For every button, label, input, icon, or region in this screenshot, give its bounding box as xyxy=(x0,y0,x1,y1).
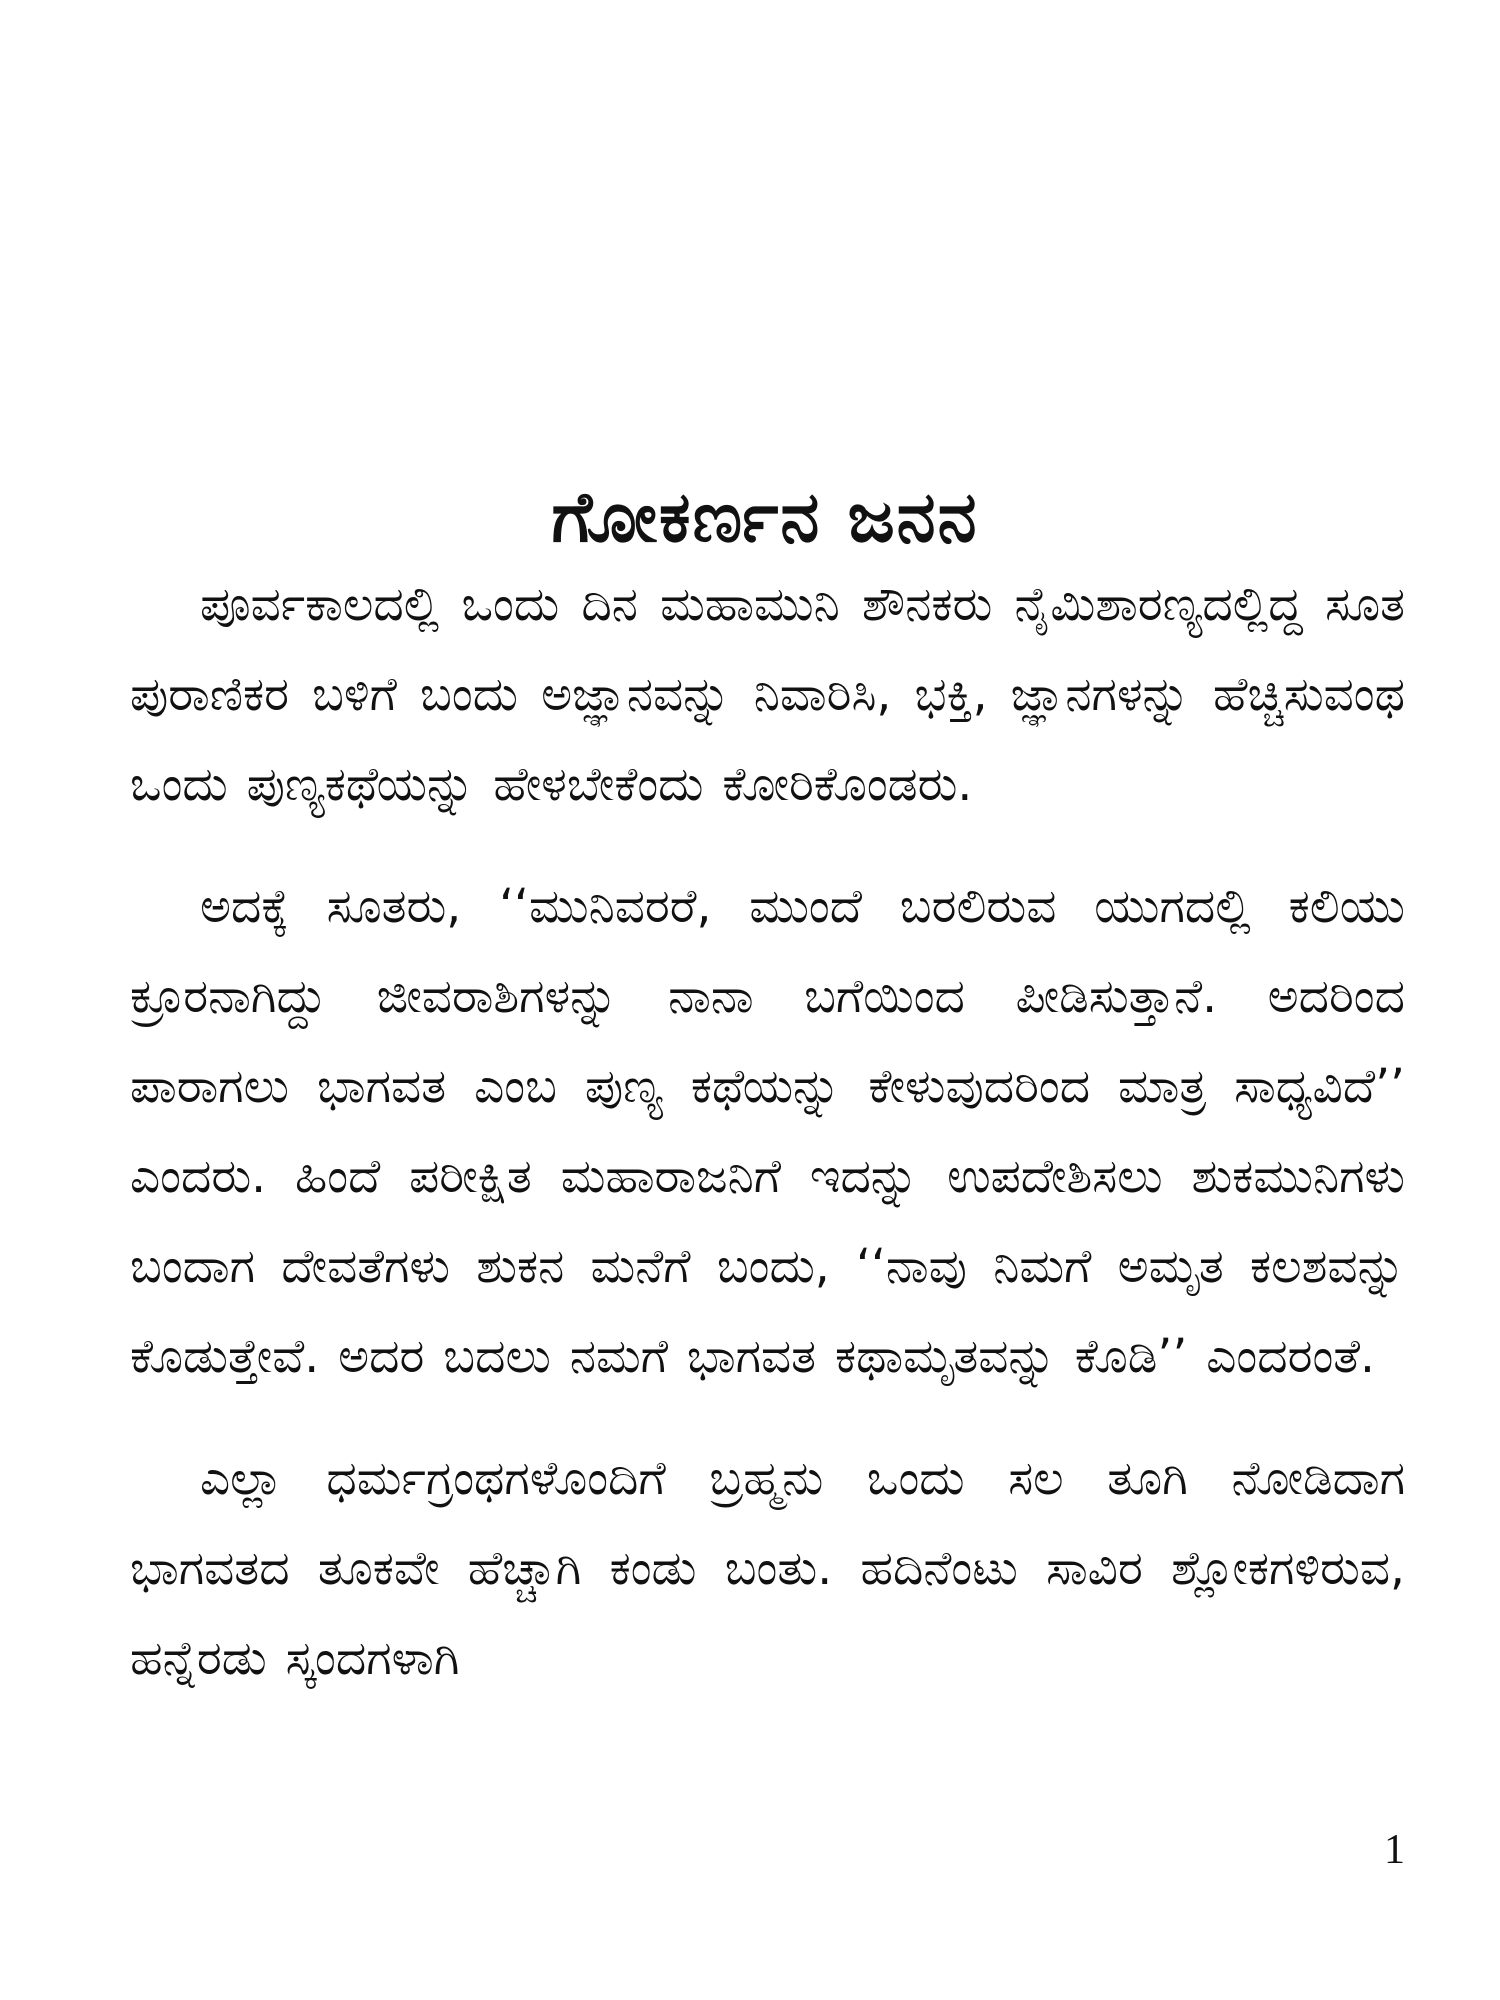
paragraph-1: ಪೂರ್ವಕಾಲದಲ್ಲಿ ಒಂದು ದಿನ ಮಹಾಮುನಿ ಶೌನಕರು ನೈಮಿಶಾರಣ್ಯದಲ್ಲಿದ್ದ ಸೂತ ಪುರಾಣಿಕರ ಬಳಿಗೆ ಬಂದು ಅಜ್ಞಾನವನ್ನು ನಿವಾರಿಸಿ, ಭಕ್ತಿ, ಜ್ಞಾನಗಳನ್ನು ಹೆಚ್ಚಿಸುವಂಥ ಒಂದು ಪುಣ್ಯಕಥೆಯನ್ನು ಹೇಳಬೇಕೆಂದು ಕೋರಿಕೊಂಡರು. xyxy=(130,577,1405,812)
page-number: 1 xyxy=(1384,1827,1405,1873)
paragraph-2: ಅದಕ್ಕೆ ಸೂತರು, ‘‘ಮುನಿವರರೆ, ಮುಂದೆ ಬರಲಿರುವ ಯುಗದಲ್ಲಿ ಕಲಿಯು ಕ್ರೂರನಾಗಿದ್ದು ಜೀವರಾಶಿಗಳನ್ನು ನಾನಾ ಬಗೆಯಿಂದ ಪೀಡಿಸುತ್ತಾನೆ. ಅದರಿಂದ ಪಾರಾಗಲು ಭಾಗವತ ಎಂಬ ಪುಣ್ಯ ಕಥೆಯನ್ನು ಕೇಳುವುದರಿಂದ ಮಾತ್ರ ಸಾಧ್ಯವಿದೆ’’ ಎಂದರು. ಹಿಂದೆ ಪರೀಕ್ಷಿತ ಮಹಾರಾಜನಿಗೆ ಇದನ್ನು ಉಪದೇಶಿಸಲು ಶುಕಮುನಿಗಳು ಬಂದಾಗ ದೇವತೆಗಳು ಶುಕನ ಮನೆಗೆ ಬಂದು, ‘‘ನಾವು ನಿಮಗೆ ಅಮೃತ ಕಲಶವನ್ನು ಕೊಡುತ್ತೇವೆ. ಅದರ ಬದಲು ನಮಗೆ ಭಾಗವತ ಕಥಾಮೃತವನ್ನು ಕೊಡಿ’’ ಎಂದರಂತೆ. xyxy=(130,879,1405,1384)
body-text xyxy=(130,560,1405,1736)
paragraph-3: ಎಲ್ಲಾ ಧರ್ಮಗ್ರಂಥಗಳೊಂದಿಗೆ ಬ್ರಹ್ಮನು ಒಂದು ಸಲ ತೂಗಿ ನೋಡಿದಾಗ ಭಾಗವತದ ತೂಕವೇ ಹೆಚ್ಚಾಗಿ ಕಂಡು ಬಂತು. ಹದಿನೆಂಟು ಸಾವಿರ ಶ್ಲೋಕಗಳಿರುವ, ಹನ್ನೆರಡು ಸ್ಕಂದಗಳಾಗಿ xyxy=(130,1451,1405,1686)
page-title: ಗೋಕರ್ಣನ ಜನನ xyxy=(551,475,979,558)
